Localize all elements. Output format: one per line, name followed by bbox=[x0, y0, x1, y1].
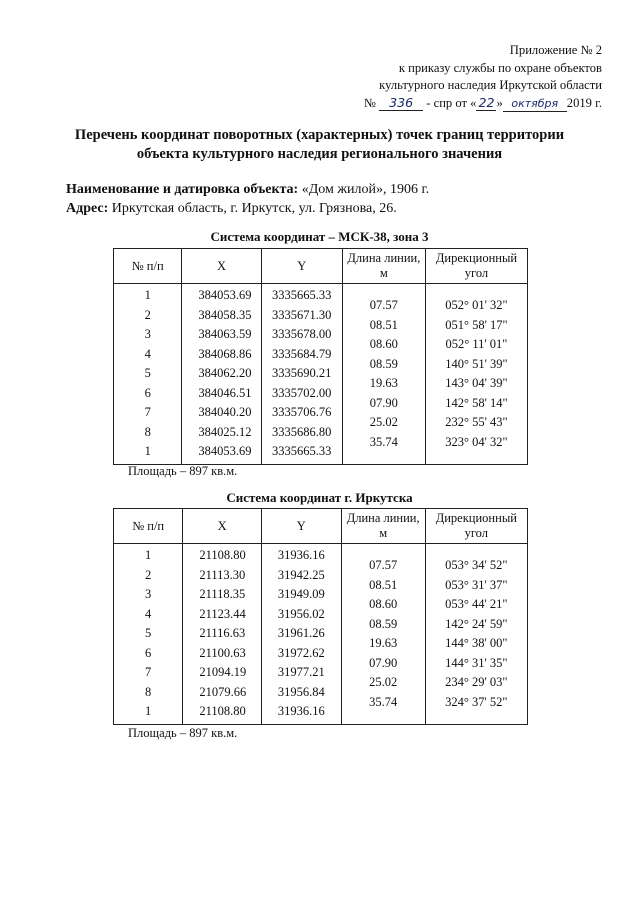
angle-value: 053° 34' 52" bbox=[445, 558, 508, 572]
y-value: 3335665.33 bbox=[272, 444, 332, 458]
x-value: 384040.20 bbox=[198, 405, 252, 419]
point-number: 5 bbox=[144, 366, 151, 380]
y-column bbox=[261, 544, 341, 725]
y-list bbox=[262, 544, 341, 724]
angle-value: 051° 58' 17" bbox=[445, 317, 508, 332]
point-number-column bbox=[114, 544, 183, 725]
y-value: 3335678.00 bbox=[272, 327, 332, 341]
point-number: 1 bbox=[144, 444, 151, 458]
x-value: 384046.51 bbox=[198, 385, 252, 400]
angle-list bbox=[426, 544, 527, 716]
length-value: 07.57 bbox=[369, 558, 398, 572]
angle-value: 144° 31' 35" bbox=[445, 655, 508, 670]
y-value: 3335671.30 bbox=[272, 307, 332, 322]
x-value: 21123.44 bbox=[199, 606, 246, 621]
point-number-column bbox=[114, 284, 182, 465]
angle-value: 232° 55' 43" bbox=[445, 415, 508, 429]
x-column bbox=[183, 544, 262, 725]
y-value: 3335665.33 bbox=[272, 288, 332, 302]
title-line-2: объекта культурного наследия регионального значения bbox=[136, 146, 503, 162]
x-value: 384068.86 bbox=[198, 346, 252, 361]
length-list bbox=[342, 544, 425, 716]
header-num: № п/п bbox=[114, 509, 183, 544]
area-note-msk38: Площадь – 897 кв.м. bbox=[128, 464, 238, 478]
length-value: 08.60 bbox=[369, 597, 398, 611]
angle-value: 140° 51' 39" bbox=[445, 356, 508, 371]
object-name-value: «Дом жилой», 1906 г. bbox=[298, 182, 430, 197]
angle-column bbox=[425, 544, 527, 725]
length-value: 08.51 bbox=[369, 577, 398, 592]
x-value: 384025.12 bbox=[198, 424, 252, 439]
y-column bbox=[261, 284, 342, 465]
object-info bbox=[66, 180, 429, 218]
x-value: 21108.80 bbox=[199, 548, 246, 562]
length-value: 35.74 bbox=[369, 694, 398, 709]
y-value: 31961.26 bbox=[277, 626, 325, 640]
x-value: 21118.35 bbox=[199, 587, 246, 601]
x-value: 21100.63 bbox=[199, 645, 246, 660]
title-line-1: Перечень координат поворотных (характерных) точек границ территории bbox=[74, 127, 565, 143]
length-value: 25.02 bbox=[369, 675, 398, 689]
length-column bbox=[342, 284, 425, 465]
length-value: 07.57 bbox=[369, 298, 398, 312]
y-value: 3335706.76 bbox=[272, 405, 332, 419]
header-angle: Дирекционный угол bbox=[425, 249, 527, 284]
x-value: 21108.80 bbox=[199, 704, 246, 718]
x-value: 384063.59 bbox=[198, 327, 252, 341]
x-value: 384053.69 bbox=[198, 288, 252, 302]
object-address-value: Иркутская область, г. Иркутск, ул. Грязнова, 26. bbox=[108, 201, 397, 216]
appendix-order-line: к приказу службы по охране объектов bbox=[398, 60, 602, 75]
object-address-label: Адрес: bbox=[66, 201, 109, 216]
length-value: 35.74 bbox=[369, 434, 398, 449]
point-number: 5 bbox=[145, 626, 152, 640]
number-sign: № bbox=[363, 95, 376, 110]
point-number: 3 bbox=[145, 587, 152, 601]
x-value: 21094.19 bbox=[199, 665, 247, 679]
y-value: 31956.84 bbox=[277, 684, 325, 699]
y-value: 3335684.79 bbox=[272, 346, 332, 361]
x-value: 384058.35 bbox=[198, 307, 252, 322]
y-value: 31972.62 bbox=[277, 645, 325, 660]
header-angle: Дирекционный угол bbox=[425, 509, 527, 544]
point-number: 8 bbox=[145, 684, 152, 699]
appendix-order-ref bbox=[364, 95, 602, 113]
order-date-prefix: - спр от « bbox=[426, 95, 477, 110]
document-title bbox=[0, 126, 639, 164]
x-value: 21116.63 bbox=[199, 626, 246, 640]
length-list bbox=[343, 284, 425, 456]
area-note-irkutsk: Площадь – 897 кв.м. bbox=[128, 726, 238, 740]
y-value: 3335702.00 bbox=[272, 385, 332, 400]
point-number: 8 bbox=[144, 424, 151, 439]
y-value: 31956.02 bbox=[277, 606, 325, 621]
angle-value: 143° 04' 39" bbox=[445, 376, 508, 390]
y-value: 3335690.21 bbox=[272, 366, 332, 380]
order-year: 2019 г. bbox=[566, 95, 602, 110]
angle-value: 323° 04' 32" bbox=[445, 434, 508, 449]
angle-value: 324° 37' 52" bbox=[445, 694, 508, 709]
appendix-header bbox=[364, 42, 602, 112]
table-caption-irkutsk: Система координат г. Иркутска bbox=[226, 490, 413, 505]
point-number: 2 bbox=[144, 307, 151, 322]
coordinates-table-irkutsk bbox=[113, 508, 528, 725]
angle-value: 142° 58' 14" bbox=[445, 395, 508, 410]
y-value: 31977.21 bbox=[277, 665, 325, 679]
header-y: Y bbox=[261, 249, 342, 284]
y-value: 31949.09 bbox=[277, 587, 325, 601]
table-body-row bbox=[114, 544, 528, 725]
y-value: 31936.16 bbox=[277, 548, 325, 562]
angle-value: 053° 31' 37" bbox=[445, 577, 508, 592]
point-number: 1 bbox=[145, 548, 152, 562]
point-number: 1 bbox=[145, 704, 152, 718]
coordinates-table-msk38 bbox=[113, 248, 528, 465]
length-value: 08.59 bbox=[369, 616, 398, 631]
angle-column bbox=[425, 284, 527, 465]
point-number-list bbox=[114, 544, 182, 724]
table-header-row bbox=[114, 509, 528, 544]
order-day: 22 bbox=[478, 94, 495, 110]
order-quote-close: » bbox=[496, 95, 503, 110]
length-value: 19.63 bbox=[369, 636, 398, 650]
appendix-title: Приложение № 2 bbox=[509, 43, 602, 57]
length-value: 08.59 bbox=[369, 356, 398, 371]
order-number: 336 bbox=[379, 96, 423, 111]
length-column bbox=[341, 544, 425, 725]
object-name-row bbox=[66, 180, 429, 199]
angle-value: 052° 01' 32" bbox=[445, 298, 508, 312]
table-header-row bbox=[114, 249, 528, 284]
table-body-row bbox=[114, 284, 528, 465]
point-number: 7 bbox=[144, 405, 151, 419]
table-caption-msk38: Система координат – МСК-38, зона 3 bbox=[210, 229, 429, 244]
angle-value: 144° 38' 00" bbox=[445, 636, 508, 650]
point-number-list bbox=[114, 284, 181, 464]
y-value: 3335686.80 bbox=[272, 424, 332, 439]
x-value: 384053.69 bbox=[198, 444, 252, 458]
x-value: 384062.20 bbox=[198, 366, 252, 380]
point-number: 1 bbox=[144, 288, 151, 302]
y-list bbox=[262, 284, 342, 464]
x-value: 21113.30 bbox=[199, 567, 246, 582]
header-num: № п/п bbox=[114, 249, 182, 284]
x-value: 21079.66 bbox=[199, 684, 247, 699]
angle-value: 053° 44' 21" bbox=[445, 597, 508, 611]
object-address-row bbox=[66, 199, 429, 218]
length-value: 07.90 bbox=[369, 395, 398, 410]
point-number: 6 bbox=[144, 385, 151, 400]
point-number: 3 bbox=[144, 327, 151, 341]
length-value: 25.02 bbox=[369, 415, 398, 429]
length-value: 08.51 bbox=[369, 317, 398, 332]
header-y: Y bbox=[261, 509, 341, 544]
angle-list bbox=[426, 284, 527, 456]
point-number: 4 bbox=[144, 346, 151, 361]
angle-value: 234° 29' 03" bbox=[445, 675, 508, 689]
point-number: 4 bbox=[145, 606, 152, 621]
y-value: 31936.16 bbox=[277, 704, 325, 718]
angle-value: 142° 24' 59" bbox=[445, 616, 508, 631]
y-value: 31942.25 bbox=[277, 567, 325, 582]
x-column bbox=[182, 284, 261, 465]
header-length: Длина линии, м bbox=[341, 509, 425, 544]
point-number: 6 bbox=[145, 645, 152, 660]
appendix-authority-line: культурного наследия Иркутской области bbox=[379, 78, 602, 92]
x-list bbox=[182, 284, 260, 464]
header-length: Длина линии, м bbox=[342, 249, 425, 284]
header-x: X bbox=[182, 249, 261, 284]
point-number: 2 bbox=[145, 567, 152, 582]
order-month: октября bbox=[503, 97, 567, 112]
point-number: 7 bbox=[145, 665, 152, 679]
x-list bbox=[183, 544, 261, 724]
object-name-label: Наименование и датировка объекта: bbox=[66, 182, 299, 197]
angle-value: 052° 11' 01" bbox=[445, 337, 508, 351]
length-value: 07.90 bbox=[369, 655, 398, 670]
length-value: 08.60 bbox=[369, 337, 398, 351]
header-x: X bbox=[183, 509, 262, 544]
length-value: 19.63 bbox=[369, 376, 398, 390]
